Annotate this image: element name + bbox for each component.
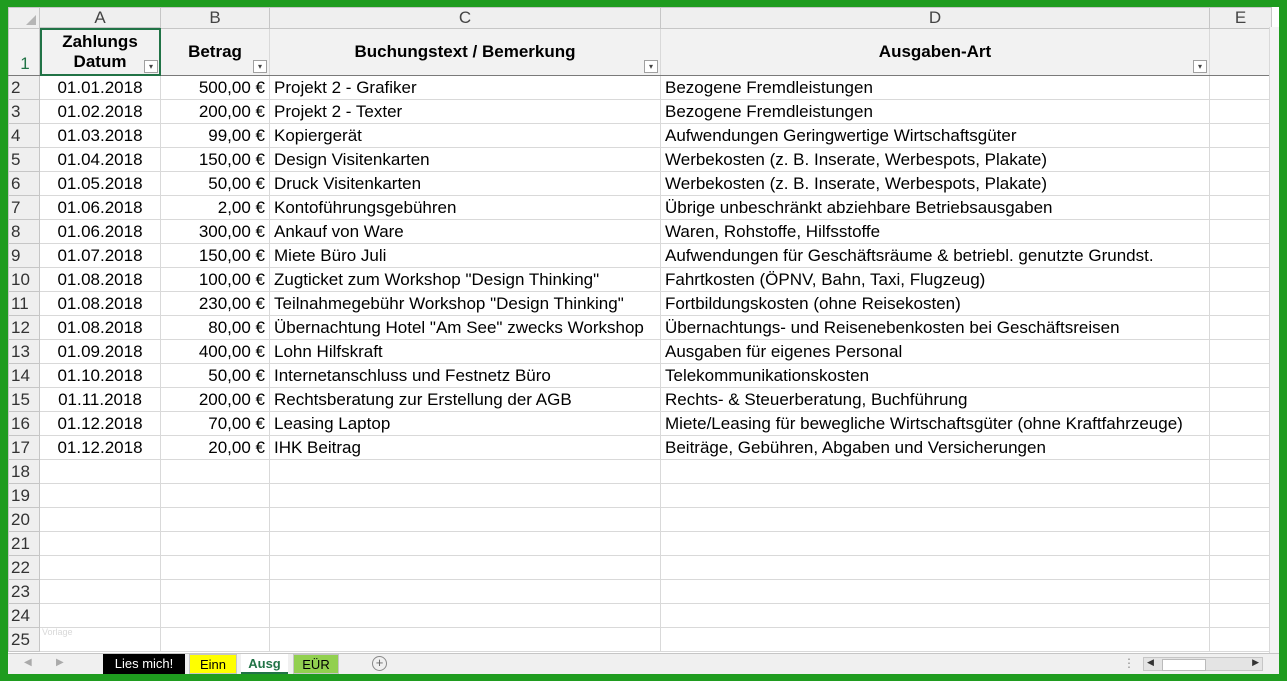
cell[interactable]: [270, 628, 661, 652]
row-header[interactable]: 15: [9, 388, 40, 412]
cell[interactable]: [661, 532, 1210, 556]
row-header[interactable]: 18: [9, 460, 40, 484]
cell[interactable]: [1210, 268, 1272, 292]
cell-amount[interactable]: 80,00 €: [161, 316, 270, 340]
worksheet-grid: [8, 7, 1272, 652]
cell[interactable]: [661, 484, 1210, 508]
row-header[interactable]: 4: [9, 124, 40, 148]
vertical-scrollbar[interactable]: [1269, 27, 1279, 653]
row-header[interactable]: 7: [9, 196, 40, 220]
sheet-tab-bar: [8, 653, 1279, 674]
cell-text[interactable]: Projekt 2 - Grafiker: [270, 76, 661, 100]
row-header[interactable]: 23: [9, 580, 40, 604]
more-icon[interactable]: ⋮: [1123, 656, 1135, 670]
column-header-c[interactable]: C: [270, 8, 661, 29]
cell[interactable]: [1210, 628, 1272, 652]
cell[interactable]: [1210, 76, 1272, 100]
row-header[interactable]: 21: [9, 532, 40, 556]
cell[interactable]: [40, 460, 161, 484]
cell[interactable]: [661, 580, 1210, 604]
cell-category[interactable]: Beiträge, Gebühren, Abgaben und Versicherungen: [661, 436, 1210, 460]
triangle-right-icon[interactable]: ▶: [56, 657, 64, 668]
row-header[interactable]: 1: [9, 28, 40, 76]
column-header-e[interactable]: E: [1210, 8, 1272, 29]
cell[interactable]: [40, 580, 161, 604]
row-header[interactable]: 24: [9, 604, 40, 628]
table-row: [9, 340, 1272, 364]
filter-dropdown-icon[interactable]: ▾: [644, 60, 658, 73]
table-row: [9, 172, 1272, 196]
table-row: [9, 292, 1272, 316]
cell-amount[interactable]: 70,00 €: [161, 412, 270, 436]
filter-dropdown-icon[interactable]: ▾: [1193, 60, 1207, 73]
cell[interactable]: [161, 604, 270, 628]
table-row: [9, 316, 1272, 340]
header-label: Buchungstext / Bemerkung: [354, 41, 576, 61]
cell[interactable]: [1210, 580, 1272, 604]
row-header[interactable]: 12: [9, 316, 40, 340]
header-buchungstext[interactable]: [270, 28, 661, 76]
cell-amount[interactable]: 100,00 €: [161, 268, 270, 292]
cell-category[interactable]: Aufwendungen für Geschäftsräume & betriebl. genutzte Grundst.: [661, 244, 1210, 268]
cell[interactable]: [161, 460, 270, 484]
cell-text[interactable]: Miete Büro Juli: [270, 244, 661, 268]
filter-dropdown-icon[interactable]: ▾: [253, 60, 267, 73]
cell[interactable]: [1210, 532, 1272, 556]
row-header[interactable]: 2: [9, 76, 40, 100]
table-row: [9, 412, 1272, 436]
cell-date[interactable]: 01.07.2018: [40, 244, 161, 268]
cell[interactable]: [270, 508, 661, 532]
scrollbar-thumb[interactable]: [1162, 659, 1206, 671]
cell[interactable]: [1210, 220, 1272, 244]
cell[interactable]: [1210, 364, 1272, 388]
cell-category[interactable]: Werbekosten (z. B. Inserate, Werbespots, Plakate): [661, 172, 1210, 196]
cell-date[interactable]: 01.02.2018: [40, 100, 161, 124]
table-row: [9, 580, 1272, 604]
cell[interactable]: [1210, 124, 1272, 148]
cell[interactable]: [161, 580, 270, 604]
watermark: Vorlage: [42, 627, 73, 637]
cell[interactable]: [1210, 28, 1272, 76]
table-row: [9, 604, 1272, 628]
cell-text[interactable]: Zugticket zum Workshop "Design Thinking": [270, 268, 661, 292]
row-header[interactable]: 22: [9, 556, 40, 580]
table-row: [9, 244, 1272, 268]
cell-date[interactable]: 01.01.2018: [40, 76, 161, 100]
row-header[interactable]: 5: [9, 148, 40, 172]
cell-amount[interactable]: 150,00 €: [161, 148, 270, 172]
cell[interactable]: [270, 532, 661, 556]
table-row: [9, 220, 1272, 244]
cell[interactable]: [1210, 460, 1272, 484]
cell-text[interactable]: IHK Beitrag: [270, 436, 661, 460]
cell-text[interactable]: Internetanschluss und Festnetz Büro: [270, 364, 661, 388]
row-header[interactable]: 19: [9, 484, 40, 508]
cell-text[interactable]: Kopiergerät: [270, 124, 661, 148]
cell-date[interactable]: 01.08.2018: [40, 316, 161, 340]
cell[interactable]: [661, 556, 1210, 580]
cell[interactable]: [161, 628, 270, 652]
cell-category[interactable]: Ausgaben für eigenes Personal: [661, 340, 1210, 364]
cell-category[interactable]: Bezogene Fremdleistungen: [661, 76, 1210, 100]
cell-text[interactable]: Teilnahmegebühr Workshop "Design Thinking": [270, 292, 661, 316]
row-header[interactable]: 17: [9, 436, 40, 460]
row-header[interactable]: 3: [9, 100, 40, 124]
cell-category[interactable]: Waren, Rohstoffe, Hilfsstoffe: [661, 220, 1210, 244]
cell-amount[interactable]: 300,00 €: [161, 220, 270, 244]
cell[interactable]: [270, 460, 661, 484]
cell-date[interactable]: 01.05.2018: [40, 172, 161, 196]
cell-date[interactable]: 01.11.2018: [40, 388, 161, 412]
cell-category[interactable]: Telekommunikationskosten: [661, 364, 1210, 388]
cell-date[interactable]: 01.10.2018: [40, 364, 161, 388]
cell[interactable]: [270, 580, 661, 604]
cell[interactable]: [161, 508, 270, 532]
table-row: [9, 460, 1272, 484]
cell-date[interactable]: 01.06.2018: [40, 196, 161, 220]
cell-text[interactable]: Lohn Hilfskraft: [270, 340, 661, 364]
cell[interactable]: [1210, 172, 1272, 196]
sheet-tab-lies-mich[interactable]: Lies mich!: [103, 654, 185, 674]
cell-text[interactable]: Ankauf von Ware: [270, 220, 661, 244]
sheet-tab-ausg[interactable]: Ausg: [241, 654, 288, 674]
cell-amount[interactable]: 400,00 €: [161, 340, 270, 364]
cell-amount[interactable]: 200,00 €: [161, 100, 270, 124]
row-header[interactable]: 9: [9, 244, 40, 268]
header-betrag[interactable]: [161, 28, 270, 76]
sort-filter-icon[interactable]: ▾: [144, 60, 158, 73]
row-header[interactable]: 25: [9, 628, 40, 652]
cell-category[interactable]: Aufwendungen Geringwertige Wirtschaftsgüter: [661, 124, 1210, 148]
header-label: Zahlungs Datum: [62, 32, 138, 71]
table-row: [9, 556, 1272, 580]
triangle-right-icon[interactable]: ▶: [1252, 657, 1259, 667]
cell-category[interactable]: Rechts- & Steuerberatung, Buchführung: [661, 388, 1210, 412]
cell[interactable]: [161, 556, 270, 580]
cell[interactable]: [1210, 412, 1272, 436]
cell[interactable]: [1210, 556, 1272, 580]
table-row: [9, 148, 1272, 172]
column-header-row: [9, 8, 1272, 29]
cell-category[interactable]: Bezogene Fremdleistungen: [661, 100, 1210, 124]
cell[interactable]: [270, 484, 661, 508]
cell-category[interactable]: Fortbildungskosten (ohne Reisekosten): [661, 292, 1210, 316]
cell[interactable]: [270, 604, 661, 628]
column-header-a[interactable]: A: [40, 8, 161, 29]
row-header[interactable]: 11: [9, 292, 40, 316]
cell-date[interactable]: 01.12.2018: [40, 412, 161, 436]
table-row: [9, 124, 1272, 148]
row-header[interactable]: 10: [9, 268, 40, 292]
cell-text[interactable]: Übernachtung Hotel "Am See" zwecks Workshop: [270, 316, 661, 340]
cell[interactable]: [1210, 340, 1272, 364]
sheet-tab-eur[interactable]: EÜR: [293, 654, 339, 674]
cell-date[interactable]: 01.12.2018: [40, 436, 161, 460]
triangle-left-icon[interactable]: ◀: [1147, 657, 1154, 667]
cell-amount[interactable]: 150,00 €: [161, 244, 270, 268]
table-header-row: [9, 28, 1272, 76]
cell[interactable]: [1210, 148, 1272, 172]
table-row: [9, 364, 1272, 388]
cell-date[interactable]: 01.08.2018: [40, 292, 161, 316]
cell[interactable]: [1210, 436, 1272, 460]
table-row: [9, 388, 1272, 412]
cell[interactable]: [161, 484, 270, 508]
cell-date[interactable]: 01.06.2018: [40, 220, 161, 244]
header-ausgaben-art[interactable]: [661, 28, 1210, 76]
cell[interactable]: [40, 484, 161, 508]
cell-text[interactable]: Kontoführungsgebühren: [270, 196, 661, 220]
plus-circle-icon[interactable]: +: [372, 656, 387, 671]
table-row: [9, 100, 1272, 124]
cell[interactable]: [40, 604, 161, 628]
cell[interactable]: [270, 556, 661, 580]
cell-text[interactable]: Projekt 2 - Texter: [270, 100, 661, 124]
cell-amount[interactable]: 50,00 €: [161, 172, 270, 196]
row-header[interactable]: 6: [9, 172, 40, 196]
cell[interactable]: [661, 460, 1210, 484]
cell[interactable]: [161, 532, 270, 556]
cell[interactable]: [40, 532, 161, 556]
row-header[interactable]: 8: [9, 220, 40, 244]
cell[interactable]: [1210, 316, 1272, 340]
table-row: [9, 268, 1272, 292]
table-row: [9, 532, 1272, 556]
row-header[interactable]: 13: [9, 340, 40, 364]
cell-category[interactable]: Fahrtkosten (ÖPNV, Bahn, Taxi, Flugzeug): [661, 268, 1210, 292]
cell[interactable]: [661, 508, 1210, 532]
cell[interactable]: [1210, 100, 1272, 124]
select-all-corner[interactable]: [9, 8, 40, 29]
cell[interactable]: [661, 628, 1210, 652]
triangle-left-icon[interactable]: ◀: [24, 657, 32, 668]
header-zahlungs-datum[interactable]: [40, 28, 161, 76]
cell-date[interactable]: 01.09.2018: [40, 340, 161, 364]
row-header[interactable]: 14: [9, 364, 40, 388]
cell[interactable]: [1210, 196, 1272, 220]
cell-amount[interactable]: 2,00 €: [161, 196, 270, 220]
cell-amount[interactable]: 99,00 €: [161, 124, 270, 148]
cell-text[interactable]: Rechtsberatung zur Erstellung der AGB: [270, 388, 661, 412]
cell-amount[interactable]: 200,00 €: [161, 388, 270, 412]
cell-text[interactable]: Leasing Laptop: [270, 412, 661, 436]
cell[interactable]: [1210, 508, 1272, 532]
table-row: [9, 196, 1272, 220]
cell-date[interactable]: 01.04.2018: [40, 148, 161, 172]
cell[interactable]: [1210, 244, 1272, 268]
cell-amount[interactable]: 230,00 €: [161, 292, 270, 316]
table-row: [9, 76, 1272, 100]
header-label: Betrag: [188, 41, 242, 61]
sheet-tab-einn[interactable]: Einn: [189, 654, 237, 674]
cell[interactable]: [40, 556, 161, 580]
column-header-d[interactable]: D: [661, 8, 1210, 29]
cell[interactable]: [1210, 484, 1272, 508]
cell-category[interactable]: Werbekosten (z. B. Inserate, Werbespots, Plakate): [661, 148, 1210, 172]
cell-category[interactable]: Miete/Leasing für bewegliche Wirtschaftsgüter (ohne Kraftfahrzeuge): [661, 412, 1210, 436]
cell-text[interactable]: Druck Visitenkarten: [270, 172, 661, 196]
cell[interactable]: [1210, 292, 1272, 316]
table-row: [9, 508, 1272, 532]
cell-text[interactable]: Design Visitenkarten: [270, 148, 661, 172]
cell-date[interactable]: 01.03.2018: [40, 124, 161, 148]
cell-amount[interactable]: 500,00 €: [161, 76, 270, 100]
row-header[interactable]: 16: [9, 412, 40, 436]
cell[interactable]: [661, 604, 1210, 628]
horizontal-scrollbar[interactable]: [1143, 657, 1263, 671]
column-header-b[interactable]: B: [161, 8, 270, 29]
row-header[interactable]: 20: [9, 508, 40, 532]
table-row: [9, 436, 1272, 460]
cell-category[interactable]: Übrige unbeschränkt abziehbare Betriebsausgaben: [661, 196, 1210, 220]
table-row: [9, 628, 1272, 652]
table-row: [9, 484, 1272, 508]
cell[interactable]: [40, 508, 161, 532]
header-label: Ausgaben-Art: [878, 41, 992, 61]
spreadsheet-window: [8, 7, 1279, 674]
cell-amount[interactable]: 20,00 €: [161, 436, 270, 460]
cell[interactable]: [1210, 604, 1272, 628]
cell[interactable]: [1210, 388, 1272, 412]
cell-category[interactable]: Übernachtungs- und Reisenebenkosten bei Geschäftsreisen: [661, 316, 1210, 340]
cell-amount[interactable]: 50,00 €: [161, 364, 270, 388]
cell-date[interactable]: 01.08.2018: [40, 268, 161, 292]
